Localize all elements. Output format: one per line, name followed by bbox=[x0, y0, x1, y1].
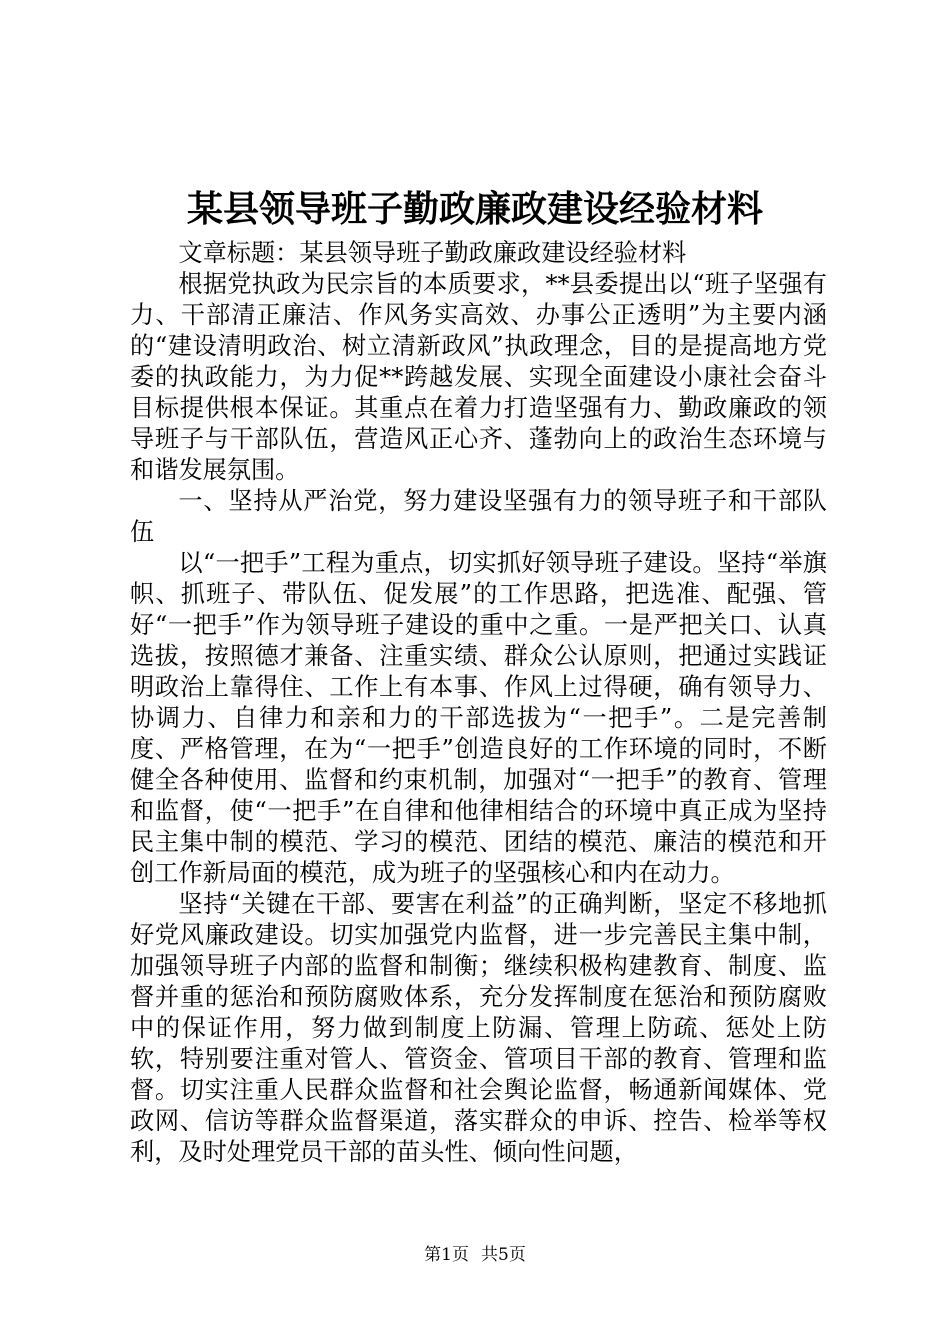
paragraph-integrity: 坚持“关键在干部、要害在利益”的正确判断，坚定不移地抓好党风廉政建设。切实加强党内监督，进一步完善民主集中制，加强领导班子内部的监督和制衡；继续积极构建教育、制度、监督并重的惩治和预防腐败体系，充分发挥制度在惩治和预防腐败中的保证作用，努力做到制度上防漏、管理上防疏、惩处上防软，特别要注重对管人、管资金、管项目干部的教育、管理和监督。切实注重人民群众监督和社会舆论监督，畅通新闻媒体、党政网、信访等群众监督渠道，落实群众的申诉、控告、检举等权利，及时处理党员干部的苗头性、倾向性问题， bbox=[130, 890, 827, 1166]
paragraph-leadership: 以“一把手”工程为重点，切实抓好领导班子建设。坚持“举旗帜、抓班子、带队伍、促发展”的工作思路，把选准、配强、管好“一把手”作为领导班子建设的重中之重。一是严把关口、认真选拔，按照德才兼备、注重实绩、群众公认原则，把通过实践证明政治上靠得住、工作上有本事、作风上过得硬，确有领导力、协调力、自律力和亲和力的干部选拔为“一把手”。二是完善制度、严格管理，在为“一把手”创造良好的工作环境的同时，不断健全各种使用、监督和约束机制，加强对“一把手”的教育、管理和监督，使“一把手”在自律和他律相结合的环境中真正成为坚持民主集中制的模范、学习的模范、团结的模范、廉洁的模范和开创工作新局面的模范，成为班子的坚强核心和内在动力。 bbox=[130, 549, 827, 887]
section-heading-1: 一、坚持从严治党，努力建设坚强有力的领导班子和干部队伍 bbox=[130, 487, 827, 546]
article-heading-line: 文章标题：某县领导班子勤政廉政建设经验材料 bbox=[178, 239, 687, 267]
page-footer bbox=[0, 1243, 950, 1267]
document-body bbox=[130, 238, 827, 1168]
page-total: 共5页 bbox=[481, 1245, 526, 1265]
document-title: 某县领导班子勤政廉政建设经验材料 bbox=[186, 188, 763, 230]
page-number: 第1页 bbox=[424, 1245, 469, 1265]
paragraph-intro: 根据党执政为民宗旨的本质要求，**县委提出以“班子坚强有力、干部清正廉洁、作风务实高效、办事公正透明”为主要内涵的“建设清明政治、树立清新政风”执政理念，目的是提高地方党委的执政能力，为力促**跨越发展、实现全面建设小康社会奋斗目标提供根本保证。其重点在着力打造坚强有力、勤政廉政的领导班子与干部队伍，营造风正心齐、蓬勃向上的政治生态环境与和谐发展氛围。 bbox=[130, 270, 827, 484]
